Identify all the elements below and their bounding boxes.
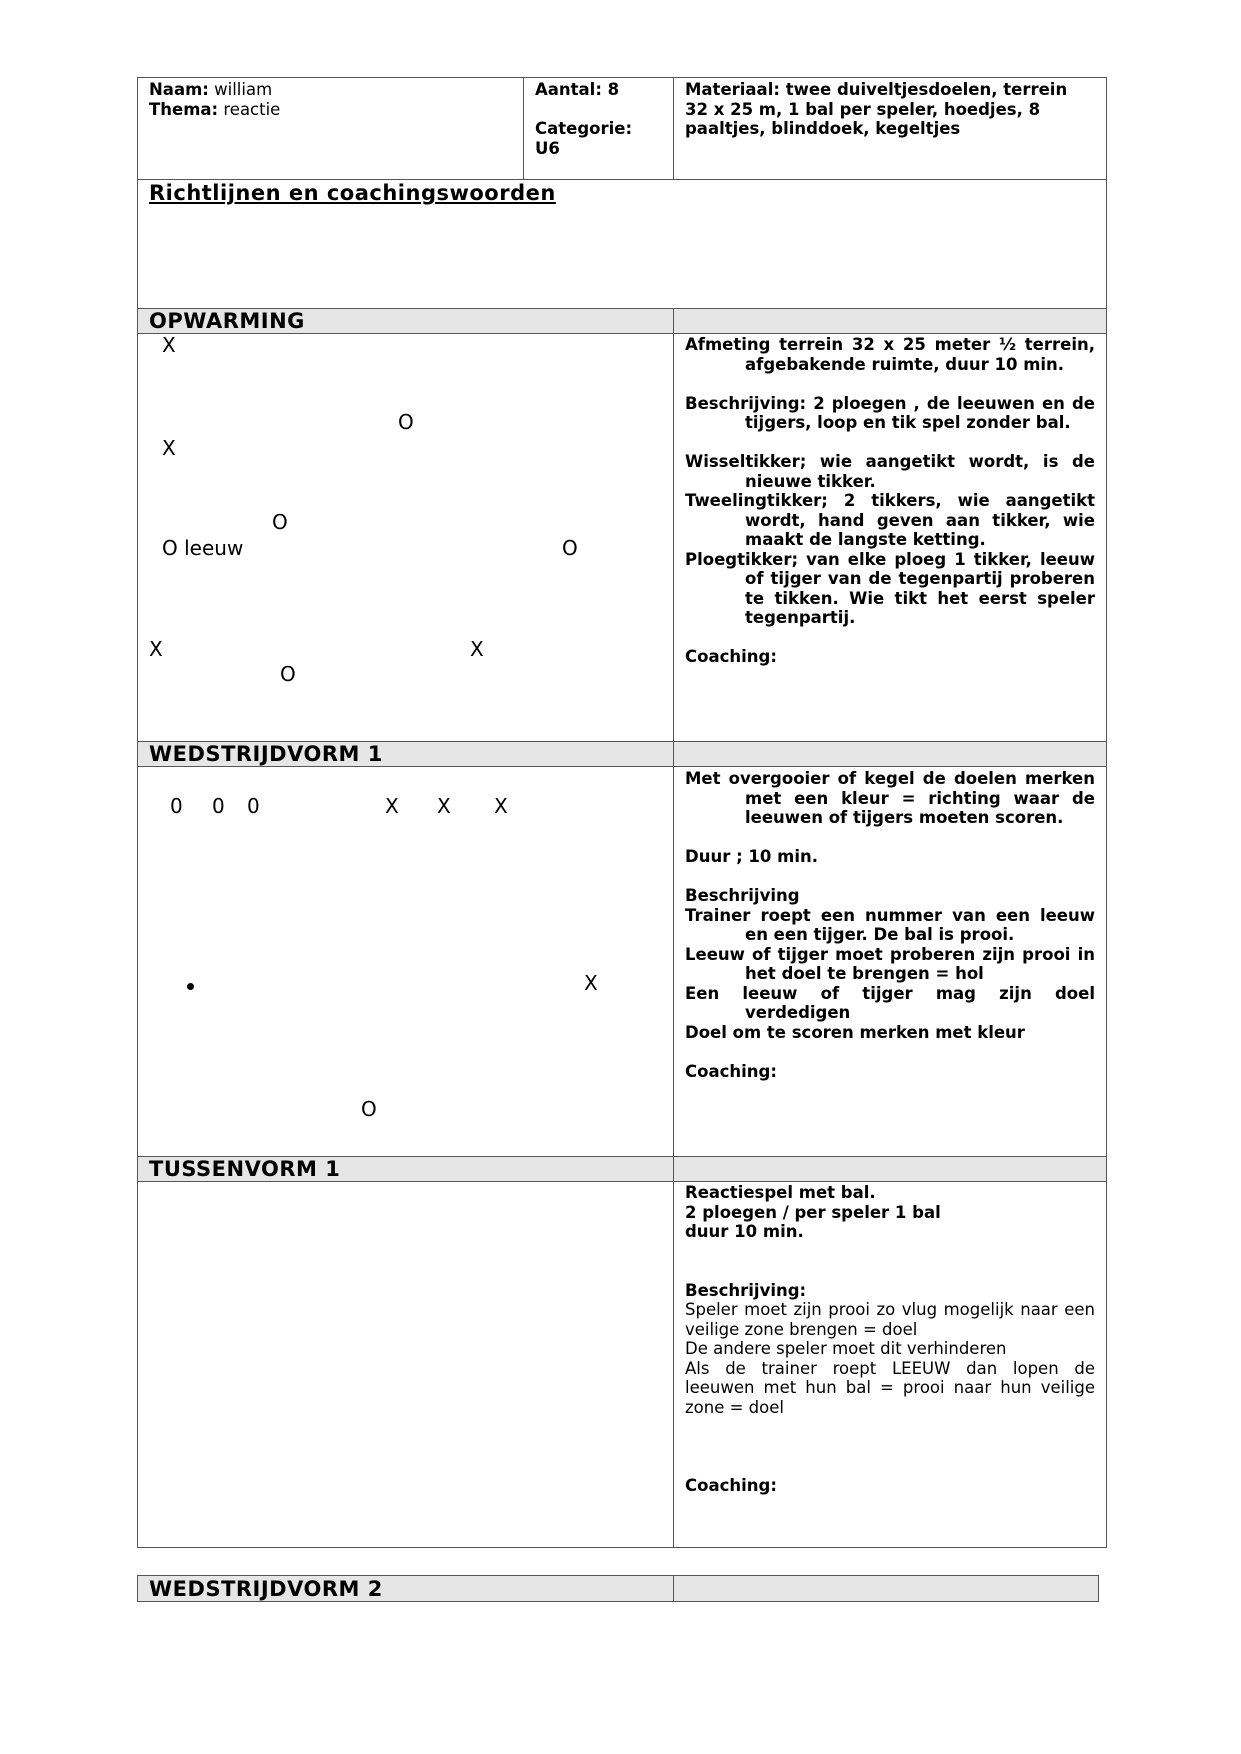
tussenvorm1-title: TUSSENVORM 1 — [149, 1157, 341, 1181]
opwarming-paragraph: Ploegtikker; van elke ploeg 1 tikker, leeuw of tijger van de tegenpartij proberen te tikken. Wie tikt het eerst speler tegenpartij. — [685, 549, 1095, 627]
player-x-3: X — [149, 637, 163, 661]
richtlijnen-title: Richtlijnen en coachingswoorden — [149, 181, 556, 205]
player-x-2: X — [162, 436, 176, 460]
line — [137, 766, 1107, 767]
wedstrijdvorm1-paragraph: Doel om te scoren merken met kleur — [685, 1022, 1025, 1042]
wedstrijdvorm1-paragraph: Met overgooier of kegel de doelen merken met een kleur = richting waar de leeuwen of tijgers moeten scoren. — [685, 769, 1095, 827]
tussenvorm1-line: duur 10 min. — [685, 1222, 804, 1241]
column-divider — [673, 308, 674, 1548]
wedstrijdvorm1-paragraph: Beschrijving — [685, 886, 800, 905]
categorie-value: U6 — [535, 138, 560, 158]
header-divider-2 — [673, 77, 674, 180]
naam-thema-cell — [149, 80, 514, 119]
player-o-1: O — [398, 410, 414, 434]
player-0-1: 0 — [170, 794, 183, 818]
player-x-3: X — [494, 794, 508, 818]
player-x-4: X — [470, 637, 484, 661]
tussenvorm1-line: Reactiespel met bal. — [685, 1183, 876, 1202]
line — [1098, 1575, 1099, 1602]
line — [137, 1575, 1099, 1576]
player-x-1: X — [162, 333, 176, 357]
table-border-bottom — [137, 1547, 1107, 1548]
tussenvorm1-line: Speler moet zijn prooi zo vlug mogelijk naar een veilige zone brengen = doel — [685, 1300, 1095, 1339]
player-o-leeuw: O leeuw — [162, 536, 244, 560]
wedstrijdvorm1-title: WEDSTRIJDVORM 1 — [149, 742, 383, 766]
line — [137, 1575, 138, 1602]
wedstrijdvorm1-paragraph: Coaching: — [685, 1061, 777, 1081]
tussenvorm1-coaching: Coaching: — [685, 1475, 777, 1495]
opwarming-title: OPWARMING — [149, 309, 305, 333]
tussenvorm1-line: 2 ploegen / per speler 1 bal — [685, 1202, 941, 1222]
wedstrijdvorm1-text — [685, 769, 1095, 1081]
opwarming-paragraph: Coaching: — [685, 647, 777, 666]
table-border-top — [137, 77, 1107, 78]
naam-value: william — [214, 80, 273, 99]
player-o-1: O — [361, 1097, 377, 1121]
tussenvorm1-line: Als de trainer roept LEEUW dan lopen de leeuwen met hun bal = prooi naar hun veilige zone = doel — [685, 1358, 1095, 1417]
thema-label: Thema: — [149, 99, 219, 119]
aantal-cell — [535, 80, 665, 158]
opwarming-text — [685, 335, 1095, 667]
player-x-1: X — [385, 794, 399, 818]
line — [137, 1601, 1099, 1602]
table-border-left — [137, 77, 138, 1548]
thema-value: reactie — [223, 99, 281, 119]
player-o-4: O — [280, 662, 296, 686]
line — [673, 1575, 674, 1602]
tussenvorm1-beschrijving-label: Beschrijving: — [685, 1280, 807, 1300]
wedstrijdvorm1-paragraph: Trainer roept een nummer van een leeuw en een tijger. De bal is prooi. — [685, 905, 1095, 944]
table-border-right — [1106, 77, 1107, 1548]
wedstrijdvorm1-paragraph: Leeuw of tijger moet proberen zijn prooi in het doel te brengen = hol — [685, 944, 1095, 983]
wedstrijdvorm1-paragraph: Een leeuw of tijger mag zijn doel verdedigen — [685, 983, 1095, 1022]
opwarming-paragraph: Beschrijving: 2 ploegen , de leeuwen en de tijgers, loop en tik spel zonder bal. — [685, 393, 1095, 432]
line — [137, 333, 1107, 334]
player-x-2: X — [437, 794, 451, 818]
player-0-3: 0 — [247, 794, 260, 818]
materiaal: Materiaal: twee duiveltjesdoelen, terrein 32 x 25 m, 1 bal per speler, hoedjes, 8 paaltjes, blinddoek, kegeltjes — [685, 80, 1068, 138]
categorie-label: Categorie: — [535, 119, 633, 138]
wedstrijdvorm1-paragraph: Duur ; 10 min. — [685, 847, 818, 866]
aantal: Aantal: 8 — [535, 80, 620, 99]
tussenvorm1-text — [685, 1183, 1095, 1495]
player-o-3: O — [562, 536, 578, 560]
tussenvorm1-line: De andere speler moet dit verhinderen — [685, 1339, 1007, 1358]
opwarming-paragraph: Afmeting terrein 32 x 25 meter ½ terrein, afgebakende ruimte, duur 10 min. — [685, 335, 1095, 374]
naam-label: Naam: — [149, 80, 209, 99]
player-o-2: O — [272, 510, 288, 534]
wedstrijdvorm2-title: WEDSTRIJDVORM 2 — [149, 1577, 383, 1601]
player-0-2: 0 — [212, 794, 225, 818]
player-x-4: X — [584, 971, 598, 995]
opwarming-paragraph: Tweelingtikker; 2 tikkers, wie aangetikt wordt, hand geven aan tikker, wie maakt de langste ketting. — [685, 491, 1095, 549]
header-divider-1 — [523, 77, 524, 180]
ball-marker — [187, 983, 194, 990]
line — [137, 1181, 1107, 1182]
opwarming-paragraph: Wisseltikker; wie aangetikt wordt, is de nieuwe tikker. — [685, 452, 1095, 491]
header-row-bottom — [137, 179, 1107, 180]
